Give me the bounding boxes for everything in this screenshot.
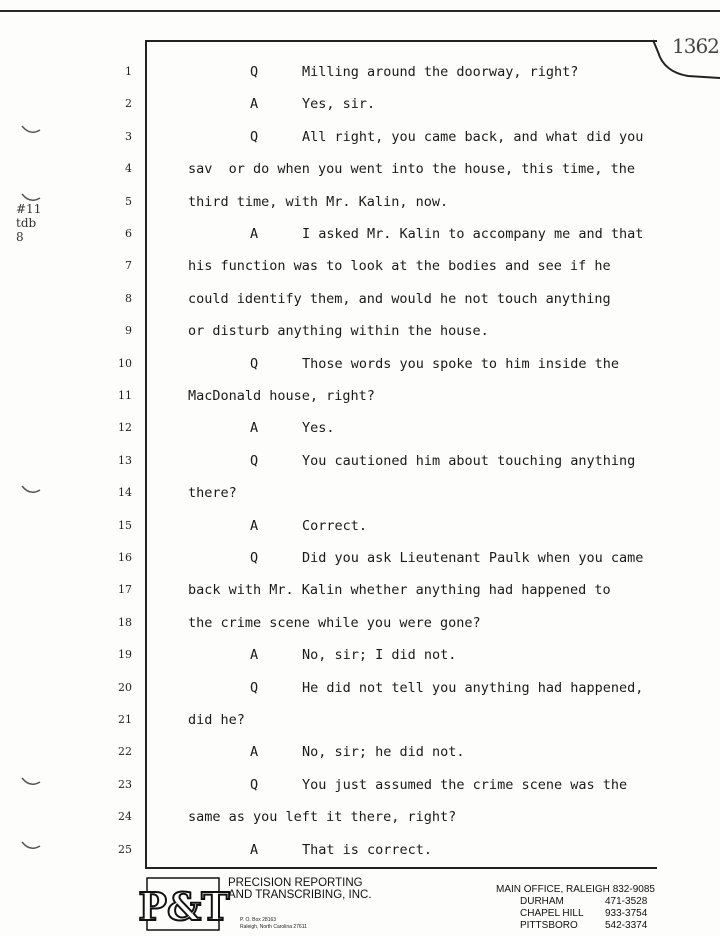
transcript-line: Did you ask Lieutenant Paulk when you came [302,550,644,566]
address-line1: P. O. Box 28163 [240,917,277,923]
office-phone: 471-3528 [605,896,648,907]
line-number: 1 [125,65,132,78]
transcript-line: there? [188,485,237,502]
office-phone: 542-3374 [605,920,648,931]
line-number: 23 [118,777,132,791]
transcript-line: That is correct. [302,841,433,858]
transcript-line: did he? [188,712,245,728]
binder-hole-icon [20,124,42,138]
office-row [496,908,655,920]
firm-address [240,917,307,931]
office-phone: 832-9085 [612,884,655,895]
line-number: 2 [125,97,132,111]
transcript-line: his function was to look at the bodies and see if he [188,258,611,275]
line-number: 8 [125,291,132,305]
logo-text: P&T [138,884,230,929]
speaker-label: A [250,96,259,113]
firm-name-line1: PRECISION REPORTING [228,877,363,889]
line-number: 11 [118,389,132,402]
office-city: MAIN OFFICE, RALEIGH [496,884,610,895]
margin-note-line: #11 [16,202,42,216]
line-number: 20 [118,680,132,694]
speaker-label: A [250,841,259,858]
transcript-line: sav or do when you went into the house, this time, the [188,161,636,178]
speaker-label: Q [250,679,259,696]
speaker-label: Q [250,550,259,566]
binder-hole-icon [20,192,42,206]
binder-hole-icon [20,484,42,498]
line-number: 15 [118,518,132,532]
line-number: 13 [118,453,132,467]
office-list [496,884,655,932]
speaker-label: A [250,517,259,534]
line-number: 25 [118,842,132,856]
transcript-line: Milling around the doorway, right? [302,64,579,80]
speaker-label: A [250,420,259,437]
line-number: 17 [118,583,132,597]
transcript-line: No, sir; I did not. [302,647,457,664]
speaker-label: A [250,744,259,761]
speaker-label: A [250,647,259,664]
transcript-line: All right, you came back, and what did you [302,128,644,145]
line-number: 9 [125,324,132,338]
office-phone: 933-3754 [605,908,648,919]
line-number: 12 [118,421,132,435]
transcript-line: I asked Mr. Kalin to accompany me and that [302,226,644,242]
transcript-line: Yes, sir. [302,96,376,113]
transcript-line: You cautioned him about touching anything [302,452,636,469]
line-number: 5 [125,194,132,208]
office-row [496,896,655,908]
firm-name [228,877,372,901]
pt-logo [138,876,230,932]
transcript-line: No, sir; he did not. [302,744,465,761]
firm-name-line2: AND TRANSCRIBING, INC. [228,889,372,901]
binder-hole-icon [20,776,42,790]
line-number: 21 [118,713,132,726]
speaker-label: Q [250,128,259,145]
speaker-label: Q [250,776,259,793]
speaker-label: Q [250,355,259,372]
speaker-label: Q [250,64,259,80]
office-city: DURHAM [520,896,564,907]
transcript-line: third time, with Mr. Kalin, now. [188,193,449,210]
transcript-line: the crime scene while you were gone? [188,614,481,631]
office-city: CHAPEL HILL [520,908,584,919]
transcript-line: You just assumed the crime scene was the [302,776,628,793]
margin-note-line: tdb [16,216,37,230]
line-number: 3 [125,129,132,143]
margin-note [16,202,41,244]
office-row [496,920,655,932]
office-city: PITTSBORO [520,920,578,931]
transcript-line: MacDonald house, right? [188,388,375,404]
transcript-line: Those words you spoke to him inside the [302,355,619,372]
line-number: 10 [118,356,132,370]
transcript-line: Correct. [302,517,368,534]
transcript-line: back with Mr. Kalin whether anything had happened to [188,582,611,599]
office-row-main [496,884,655,896]
line-number: 14 [118,486,132,500]
page-number: 1362 [672,34,719,58]
transcript-line: He did not tell you anything had happened, [302,679,644,696]
line-number: 24 [118,810,132,824]
transcript-line: could identify them, and would he not touch anything [188,290,611,307]
binder-hole-icon [20,840,42,854]
address-line2: Raleigh, North Carolina 27611 [240,924,307,930]
top-rule [0,10,720,12]
line-number: 19 [118,648,132,662]
line-number: 4 [125,162,132,176]
transcript-line: or disturb anything within the house. [188,323,489,340]
speaker-label: A [250,226,259,242]
line-number: 6 [125,227,132,240]
line-number: 22 [118,745,132,759]
speaker-label: Q [250,452,259,469]
line-number: 16 [118,551,132,564]
line-number: 7 [125,259,132,273]
margin-note-line: 8 [16,230,24,244]
line-number: 18 [118,615,132,629]
transcript-line: same as you left it there, right? [188,809,457,826]
transcript-line: Yes. [302,420,335,437]
